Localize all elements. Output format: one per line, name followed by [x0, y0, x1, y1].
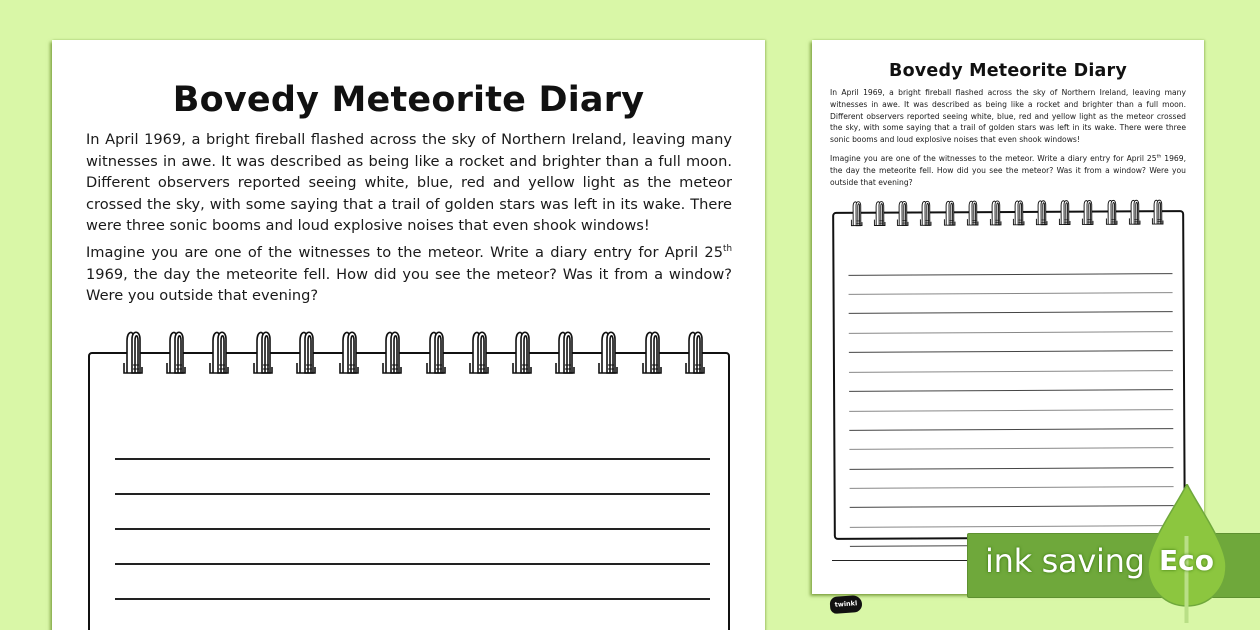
worksheet-title: Bovedy Meteorite Diary	[172, 80, 645, 120]
intro-paragraph-small: In April 1969, a bright fireball flashed across the sky of Northern Ireland, leaving many witnesses in awe. It was described as being like a rocket and brighter than a full moon. Different observers reported seeing white, blue, red and yellow light as the meteor crossed the sky, with some saying that a trail of golden stars was left in its wake. There were three sonic booms and loud explosive noises that even shook windows!	[830, 88, 1186, 145]
writing-line	[850, 505, 1174, 508]
worksheet-preview-large	[52, 40, 765, 630]
spiral-notebook-writing-area	[88, 352, 730, 630]
writing-line	[115, 493, 710, 495]
intro-paragraph: In April 1969, a bright fireball flashed across the sky of Northern Ireland, leaving many witnesses in awe. It was described as being like a rocket and brighter than a full moon. Different observers reported seeing white, blue, red and yellow light as the meteor crossed the sky, with some saying that a trail of golden stars was left in its wake. There were three sonic booms and loud explosive noises that even shook windows!	[86, 131, 732, 235]
writing-line	[849, 467, 1173, 470]
writing-line	[850, 525, 1174, 528]
task-text-suffix: 1969, the day the meteorite fell. How did you see the meteor? Was it from a window? Were you outside that evening?	[86, 265, 732, 305]
task-superscript: th	[723, 244, 732, 255]
task-text-prefix: Imagine you are one of the witnesses to the meteor. Write a diary entry for April 25	[86, 244, 724, 261]
writing-line	[849, 350, 1173, 353]
writing-line	[115, 458, 710, 460]
writing-line	[849, 389, 1173, 392]
writing-line	[848, 273, 1172, 276]
writing-line	[850, 486, 1174, 489]
writing-line	[849, 292, 1173, 295]
ink-saving-label: ink saving	[985, 542, 1145, 580]
task-paragraph-small	[830, 153, 1186, 188]
writing-line	[115, 528, 710, 530]
writing-line	[849, 409, 1173, 412]
writing-line	[115, 598, 710, 600]
writing-line	[849, 311, 1173, 314]
writing-line	[849, 331, 1173, 334]
task-text-prefix-small: Imagine you are one of the witnesses to the meteor. Write a diary entry for April 25	[830, 154, 1157, 163]
writing-lines-small	[848, 212, 1174, 538]
worksheet-preview-small	[812, 40, 1204, 609]
writing-line	[115, 563, 710, 565]
task-paragraph	[86, 242, 732, 307]
task-text-suffix-small: 1969, the day the meteorite fell. How did you see the meteor? Was it from a window? Were you outside that evening?	[830, 154, 1187, 187]
twinkl-logo: twinkl	[829, 595, 862, 614]
writing-line	[849, 370, 1173, 373]
writing-lines	[115, 354, 710, 630]
eco-label: Eco	[1159, 544, 1214, 577]
task-superscript-small: th	[1156, 154, 1162, 160]
writing-line	[849, 428, 1173, 431]
spiral-notebook-writing-area-small	[832, 210, 1186, 540]
writing-line	[849, 447, 1173, 450]
worksheet-title-small: Bovedy Meteorite Diary	[889, 61, 1127, 81]
